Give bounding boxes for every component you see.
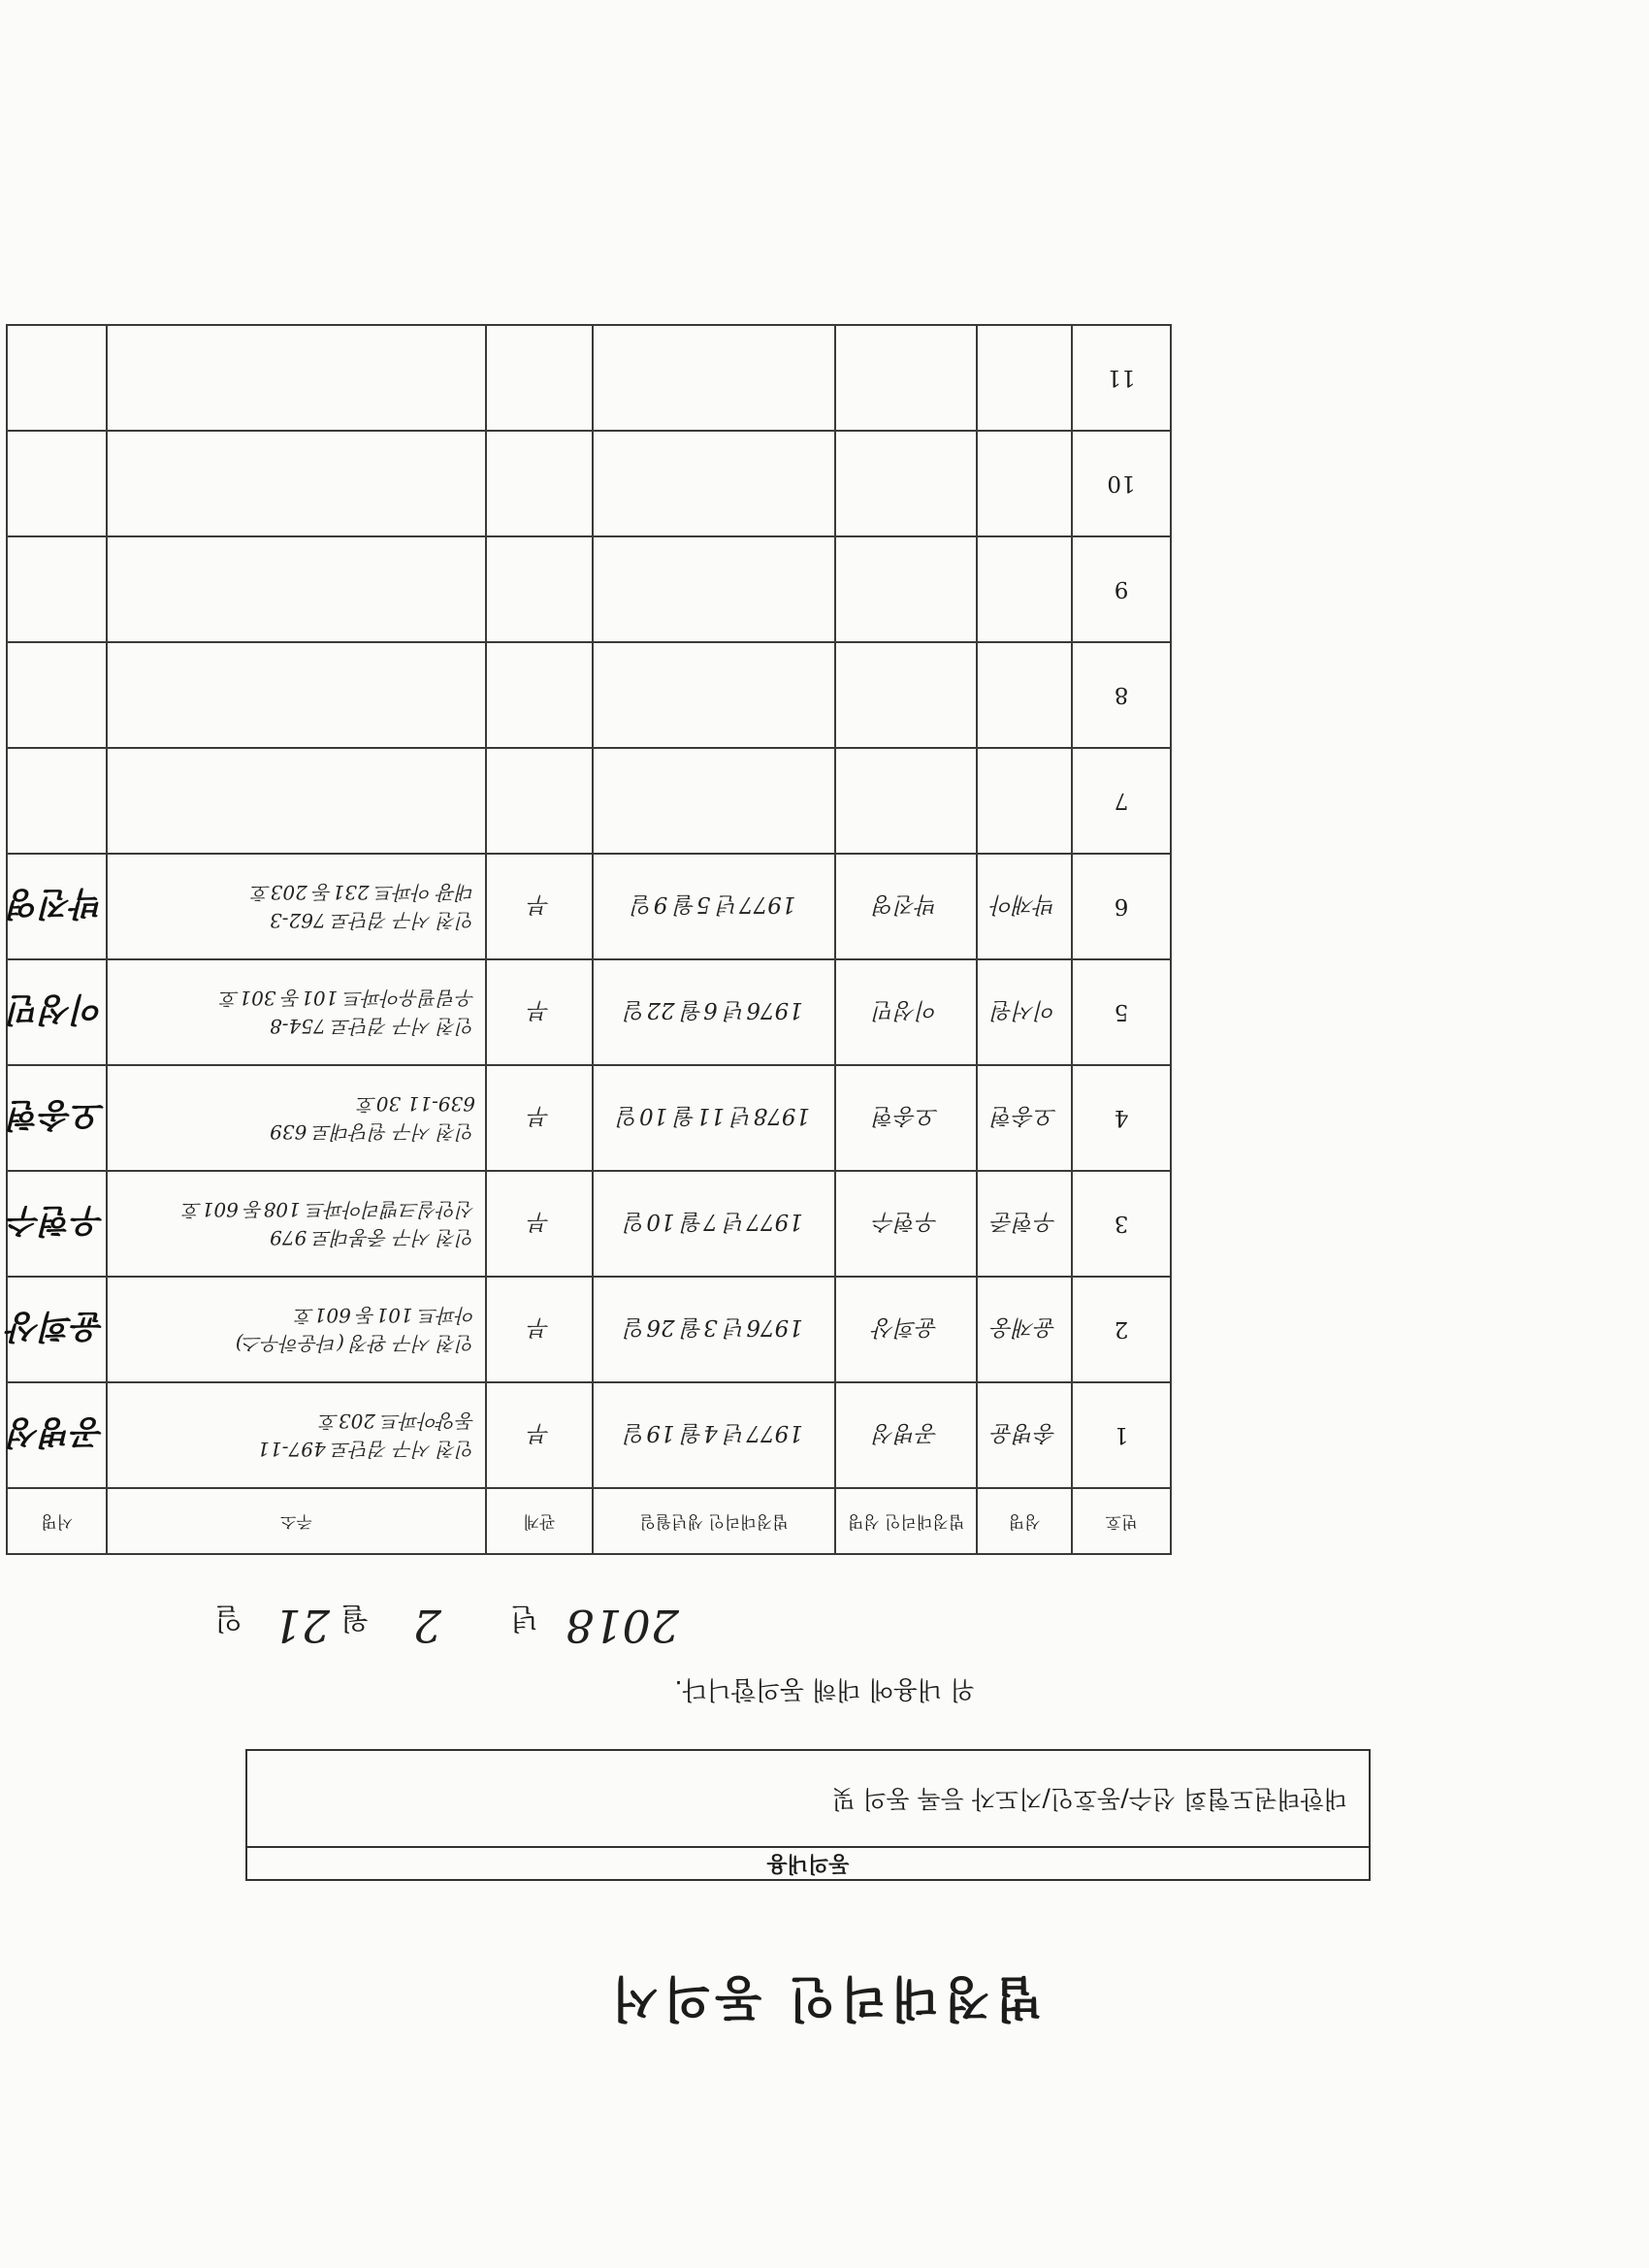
row-address: [107, 431, 486, 536]
row-relation: [486, 642, 593, 748]
header-name: 성명: [977, 1488, 1072, 1554]
row-address: [107, 325, 486, 431]
row-guardian-birth: 1977년 4월 19일: [593, 1382, 835, 1488]
row-guardian-birth: 1976년 3월 26일: [593, 1277, 835, 1382]
row-address: [107, 536, 486, 642]
row-relation: [486, 325, 593, 431]
row-guardian-birth: [593, 748, 835, 854]
row-relation: [486, 431, 593, 536]
row-relation: 부: [486, 1171, 593, 1277]
document-title: 법정대리인 동의서: [606, 1970, 1043, 2026]
row-name: 오송현: [977, 1065, 1072, 1171]
row-guardian-name: 박진영: [835, 854, 977, 959]
row-guardian-name: 이성민: [835, 959, 977, 1065]
address-line-1: 인천 서구 검단로 497-11: [257, 1438, 475, 1462]
address-line-1: 인천 서구 중봉대로 979: [270, 1226, 475, 1250]
address-line-2: 639-11 30호: [357, 1092, 475, 1117]
date-day: 21: [273, 1600, 330, 1652]
row-no: 3: [1072, 1171, 1171, 1277]
date-line: [194, 1592, 679, 1650]
agreement-body: 대한태권도협회 선수/동호인/지도자 등록 동의 및: [831, 1785, 1347, 1813]
row-guardian-birth: [593, 431, 835, 536]
row-relation: [486, 536, 593, 642]
row-address: [107, 959, 486, 1065]
row-no: 7: [1072, 748, 1171, 854]
row-guardian-birth: [593, 536, 835, 642]
date-month: 2: [412, 1600, 441, 1652]
table-row: [7, 536, 1171, 642]
row-signature: [7, 325, 107, 431]
row-name: 우현준: [977, 1171, 1072, 1277]
row-no: 8: [1072, 642, 1171, 748]
row-guardian-name: 오송현: [835, 1065, 977, 1171]
guardian-roster-table: [6, 324, 1172, 1555]
row-guardian-name: 공병성: [835, 1382, 977, 1488]
row-no: 4: [1072, 1065, 1171, 1171]
row-relation: 부: [486, 959, 593, 1065]
row-address: [107, 748, 486, 854]
row-signature: 윤희상: [7, 1277, 107, 1382]
row-signature: 오송현: [7, 1065, 107, 1171]
date-day-unit: 일: [214, 1601, 242, 1635]
row-name: [977, 748, 1072, 854]
table-row: [7, 748, 1171, 854]
header-signature: 서명: [7, 1488, 107, 1554]
table-row: [7, 854, 1171, 959]
table-row: [7, 1171, 1171, 1277]
address-line-2: 우림필유아파트 101동 301호: [220, 987, 475, 1011]
row-signature: 이성민: [7, 959, 107, 1065]
address-line-2: 대광 아파트 231동 203호: [251, 881, 475, 905]
table-row: [7, 959, 1171, 1065]
row-no: 11: [1072, 325, 1171, 431]
address-line-1: 인천 서구 완정 (타운하우스): [235, 1332, 475, 1356]
table-row: [7, 1065, 1171, 1171]
row-guardian-birth: 1978년 11월 10일: [593, 1065, 835, 1171]
address-line-1: 인천 서구 검단로 754-8: [270, 1015, 475, 1039]
row-address: [107, 642, 486, 748]
row-address: [107, 1277, 486, 1382]
row-signature: [7, 748, 107, 854]
row-guardian-birth: 1977년 7월 10일: [593, 1171, 835, 1277]
date-month-unit: 월: [340, 1601, 369, 1635]
confirmation-text: 위 내용에 대해 동의합니다.: [674, 1674, 975, 1703]
row-address: [107, 1382, 486, 1488]
row-name: 박재아: [977, 854, 1072, 959]
row-guardian-name: [835, 325, 977, 431]
row-address: [107, 854, 486, 959]
row-relation: 부: [486, 854, 593, 959]
address-line-2: 동양아파트 203호: [319, 1409, 475, 1434]
row-no: 2: [1072, 1277, 1171, 1382]
table-row: [7, 642, 1171, 748]
row-no: 5: [1072, 959, 1171, 1065]
date-year: 2018: [565, 1600, 679, 1652]
row-relation: 부: [486, 1065, 593, 1171]
row-name: 윤재웅: [977, 1277, 1072, 1382]
row-guardian-name: [835, 431, 977, 536]
date-year-unit: 년: [510, 1601, 538, 1635]
row-address: [107, 1065, 486, 1171]
table-row: [7, 1382, 1171, 1488]
address-line-2: 아파트 101동 601호: [295, 1304, 475, 1328]
row-guardian-birth: [593, 642, 835, 748]
row-relation: 부: [486, 1382, 593, 1488]
row-guardian-birth: 1977년 5월 9일: [593, 854, 835, 959]
header-relation: 관계: [486, 1488, 593, 1554]
row-name: [977, 431, 1072, 536]
row-no: 9: [1072, 536, 1171, 642]
header-guardian-name: 법정대리인 성명: [835, 1488, 977, 1554]
row-guardian-name: 윤희상: [835, 1277, 977, 1382]
row-signature: 박진영: [7, 854, 107, 959]
address-line-1: 인천 서구 검단로 762-3: [270, 909, 475, 933]
row-signature: 공병성: [7, 1382, 107, 1488]
row-guardian-name: 우현수: [835, 1171, 977, 1277]
row-signature: [7, 431, 107, 536]
row-name: [977, 536, 1072, 642]
row-guardian-name: [835, 642, 977, 748]
row-name: 이서원: [977, 959, 1072, 1065]
address-line-2: 신안실크밸리아파트 108동 601호: [182, 1198, 475, 1222]
row-name: 송병윤: [977, 1382, 1072, 1488]
row-guardian-birth: [593, 325, 835, 431]
address-line-1: 인천 서구 원당대로 639: [270, 1120, 475, 1145]
row-guardian-birth: 1976년 6월 22일: [593, 959, 835, 1065]
row-address: [107, 1171, 486, 1277]
table-row: [7, 431, 1171, 536]
row-guardian-name: [835, 748, 977, 854]
row-no: 1: [1072, 1382, 1171, 1488]
header-address: 주소: [107, 1488, 486, 1554]
row-name: [977, 325, 1072, 431]
row-signature: [7, 536, 107, 642]
agreement-header: 동의내용: [247, 1846, 1369, 1879]
table-header-row: [7, 1488, 1171, 1554]
row-no: 10: [1072, 431, 1171, 536]
table-body: [7, 325, 1171, 1488]
row-relation: [486, 748, 593, 854]
header-guardian-birth: 법정대리인 생년월일: [593, 1488, 835, 1554]
agreement-box: [245, 1749, 1371, 1881]
row-name: [977, 642, 1072, 748]
row-signature: 우현수: [7, 1171, 107, 1277]
table-row: [7, 1277, 1171, 1382]
row-guardian-name: [835, 536, 977, 642]
row-signature: [7, 642, 107, 748]
row-no: 6: [1072, 854, 1171, 959]
row-relation: 부: [486, 1277, 593, 1382]
header-no: 번호: [1072, 1488, 1171, 1554]
table-row: [7, 325, 1171, 431]
